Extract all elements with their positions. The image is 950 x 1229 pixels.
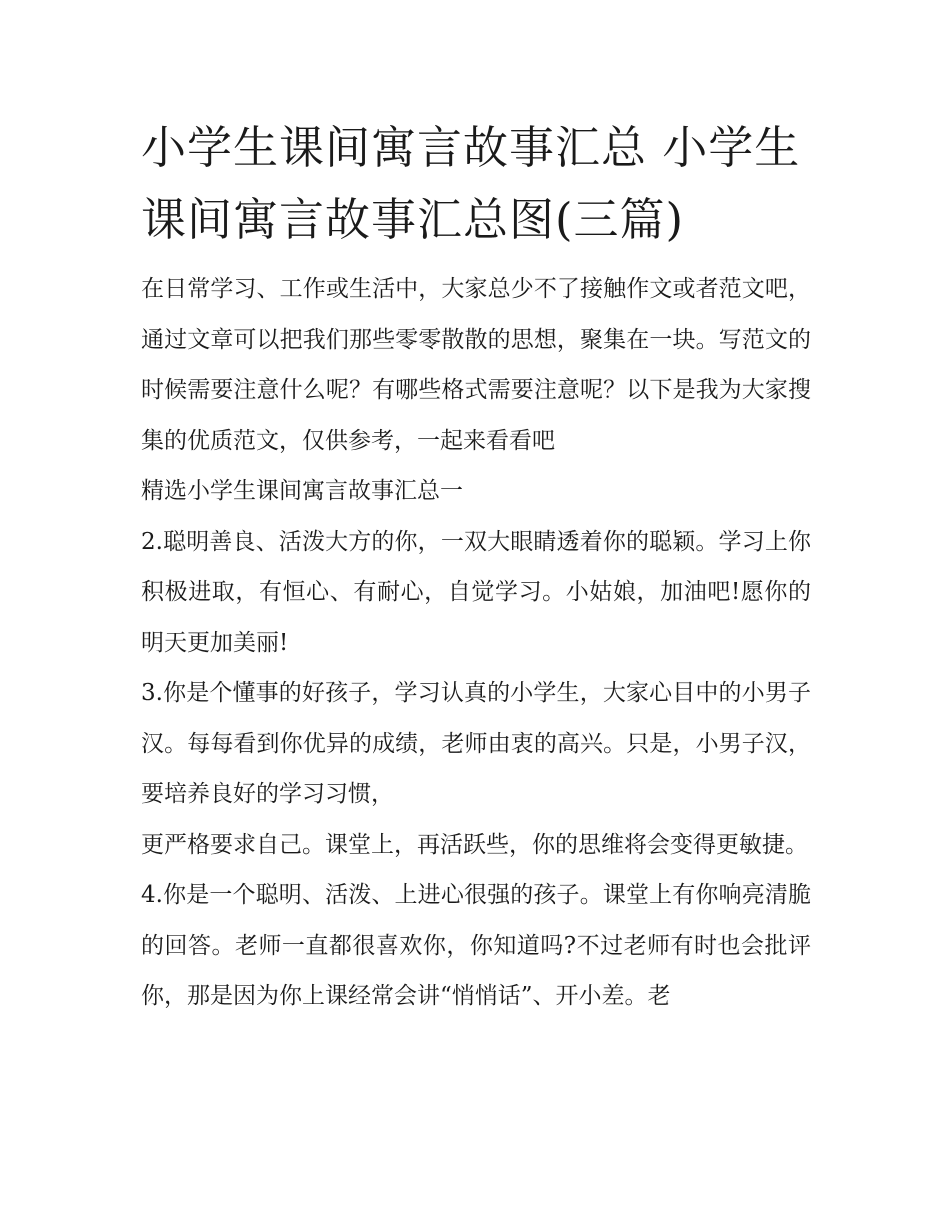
intro-paragraph: 在日常学习、工作或生活中，大家总少不了接触作文或者范文吧，通过文章可以把我们那些零零散散的思想，聚集在一块。写范文的时候需要注意什么呢？有哪些格式需要注意呢？以下是我为大家搜集的优质范文，仅供参考，一起来看看吧	[141, 276, 811, 454]
list-item: 2.聪明善良、活泼大方的你，一双大眼睛透着你的聪颖。学习上你积极进取，有恒心、有耐心，自觉学习。小姑娘，加油吧!愿你的明天更加美丽!	[141, 528, 811, 656]
list-item-continuation: 更严格要求自己。课堂上，再活跃些，你的思维将会变得更敏捷。	[141, 831, 808, 858]
list-item: 3.你是个懂事的好孩子，学习认真的小学生，大家心目中的小男子汉。每每看到你优异的成绩，老师由衷的高兴。只是，小男子汉，要培养良好的学习习惯，	[141, 680, 811, 807]
section-heading: 精选小学生课间寓言故事汇总一	[141, 478, 463, 504]
document-page	[141, 112, 811, 1022]
document-title: 小学生课间寓言故事汇总 小学生课间寓言故事汇总图(三篇)	[141, 121, 801, 246]
list-item: 4.你是一个聪明、活泼、上进心很强的孩子。课堂上有你响亮清脆的回答。老师一直都很喜欢你，你知道吗?不过老师有时也会批评你，那是因为你上课经常会讲“悄悄话”、开小差。老	[141, 882, 811, 1009]
document-body	[141, 264, 811, 1022]
